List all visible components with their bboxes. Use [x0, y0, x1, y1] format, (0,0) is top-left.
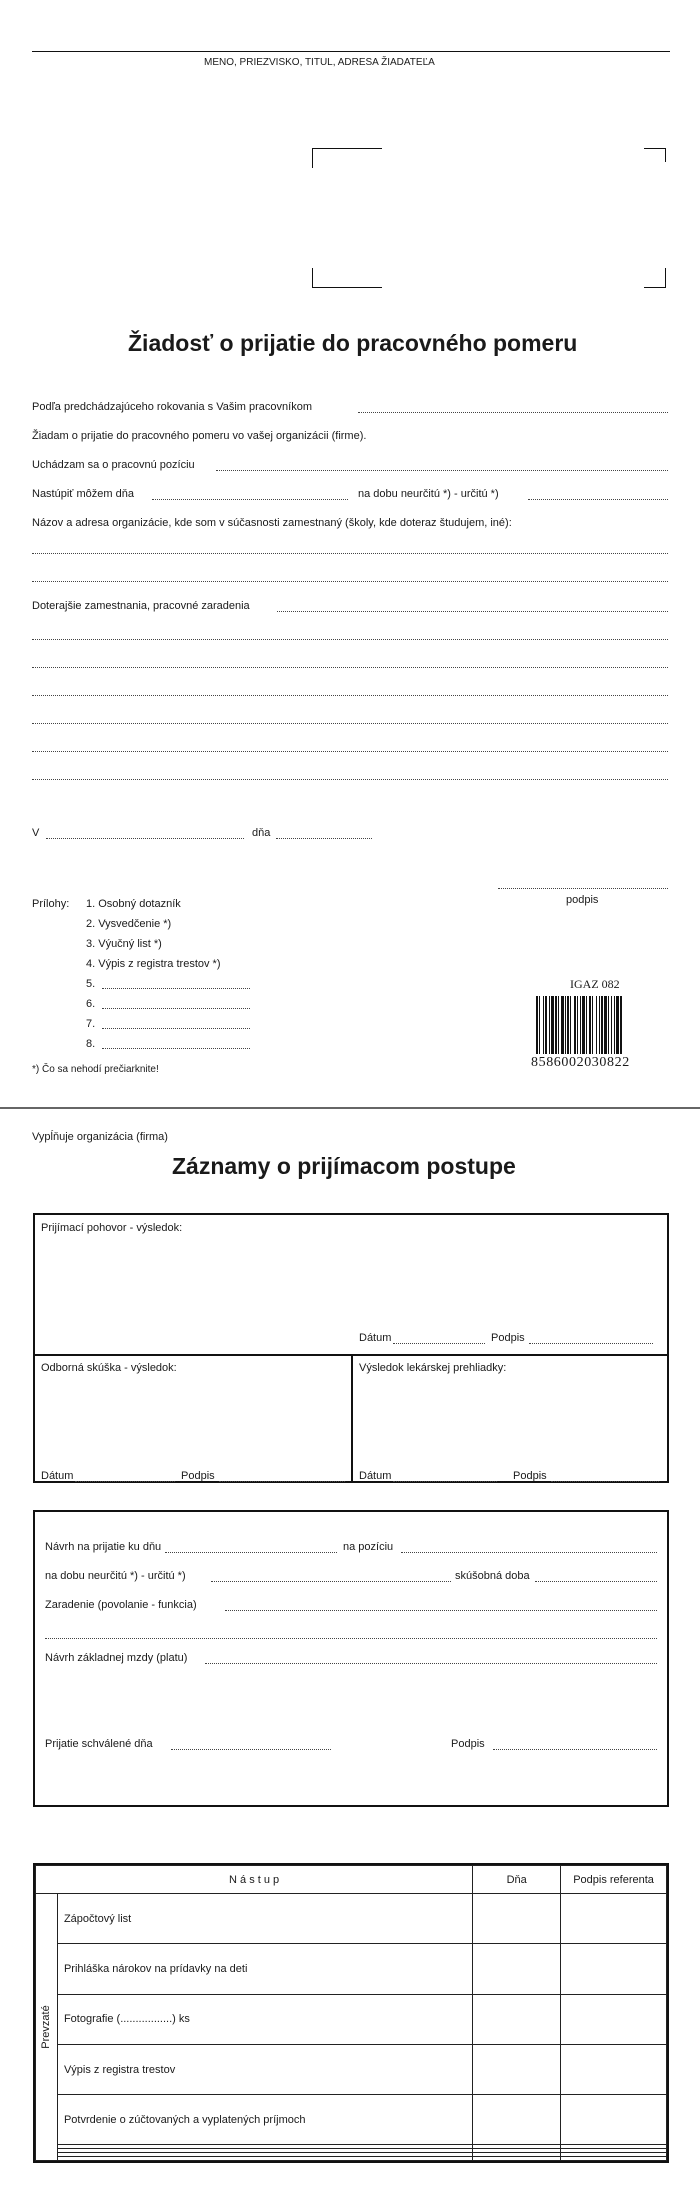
- fill-line[interactable]: [102, 1048, 250, 1049]
- barcode-bar: [561, 996, 564, 1054]
- recruitment-results-box: [33, 1213, 669, 1483]
- line-position: Uchádzam sa o pracovnú pozíciu: [32, 459, 195, 471]
- fill-line[interactable]: [102, 1008, 250, 1009]
- fill-line[interactable]: [32, 667, 668, 668]
- attachment-item: 7.: [86, 1018, 96, 1030]
- divider: [351, 1354, 353, 1481]
- table-row-signature[interactable]: [561, 1894, 667, 1944]
- date-field[interactable]: [276, 838, 372, 839]
- barcode-bar: [586, 996, 587, 1054]
- barcode-bar: [608, 996, 609, 1054]
- barcode-bar: [570, 996, 571, 1054]
- barcode-bar: [596, 996, 597, 1054]
- barcode-bar: [543, 996, 544, 1054]
- line-term: na dobu neurčitú *) - určitú *): [358, 488, 499, 500]
- attachment-item: 4. Výpis z registra trestov *): [86, 958, 221, 970]
- table-row-item: Fotografie (.................) ks: [57, 1994, 472, 2044]
- line-previous-negotiation: Podľa predchádzajúceho rokovania s Vašim pracovníkom: [32, 401, 312, 413]
- filled-by-label: Vypĺňuje organizácia (firma): [32, 1131, 168, 1143]
- date-label: Dátum: [41, 1470, 74, 1482]
- barcode-bar: [620, 996, 622, 1054]
- table-row-signature[interactable]: [561, 1994, 667, 2044]
- footnote: *) Čo sa nehodí prečiarknite!: [32, 1064, 159, 1075]
- signature-label: Podpis: [491, 1332, 525, 1344]
- applicant-line: [32, 51, 670, 52]
- medical-label: Výsledok lekárskej prehliadky:: [359, 1362, 507, 1374]
- fill-line[interactable]: [32, 553, 668, 554]
- fill-line[interactable]: [45, 1638, 657, 1639]
- signature-label: Podpis: [513, 1470, 547, 1482]
- fill-line[interactable]: [277, 611, 668, 612]
- signature-label: podpis: [566, 894, 599, 906]
- barcode-bar: [604, 996, 607, 1054]
- form-title: Žiadosť o prijatie do pracovného pomeru: [128, 330, 578, 356]
- fill-line[interactable]: [152, 499, 348, 500]
- probation-label: skúšobná doba: [455, 1570, 530, 1582]
- position-label: na pozíciu: [343, 1541, 394, 1553]
- attachments-label: Prílohy:: [32, 898, 70, 910]
- approved-signature-label: Podpis: [451, 1738, 485, 1750]
- barcode-bar: [549, 996, 550, 1054]
- barcode-bar: [536, 996, 538, 1054]
- line-start-date: Nastúpiť môžem dňa: [32, 488, 134, 500]
- barcode-bar: [614, 996, 615, 1054]
- assignment-label: Zaradenie (povolanie - funkcia): [45, 1599, 197, 1611]
- start-table: [35, 1865, 667, 2161]
- table-row-item: Výpis z registra trestov: [57, 2044, 472, 2094]
- term-label: na dobu neurčitú *) - určitú *): [45, 1570, 186, 1582]
- fill-line[interactable]: [32, 723, 668, 724]
- table-row-item[interactable]: [57, 2157, 472, 2161]
- barcode-bar: [555, 996, 557, 1054]
- fill-line[interactable]: [102, 988, 250, 989]
- place-field[interactable]: [46, 838, 244, 839]
- barcode-bar: [539, 996, 540, 1054]
- proposal-date-field[interactable]: [165, 1552, 337, 1553]
- line-request: Žiadam o prijatie do pracovného pomeru vo vašej organizácii (firme).: [32, 430, 367, 442]
- barcode-bar: [577, 996, 578, 1054]
- records-title: Záznamy o prijímacom postupe: [172, 1153, 516, 1179]
- table-row-signature[interactable]: [561, 2157, 667, 2161]
- fill-line[interactable]: [32, 695, 668, 696]
- fill-line[interactable]: [216, 470, 668, 471]
- table-row-date[interactable]: [473, 1994, 561, 2044]
- table-row-date[interactable]: [473, 2095, 561, 2145]
- interview-date-field[interactable]: [393, 1343, 485, 1344]
- line-previous-jobs: Doterajšie zamestnania, pracovné zaradenia: [32, 600, 250, 612]
- salary-field[interactable]: [205, 1663, 657, 1664]
- table-row-signature[interactable]: [561, 2044, 667, 2094]
- date-label: dňa: [252, 827, 271, 839]
- attachment-item: 8.: [86, 1038, 96, 1050]
- attachment-item: 3. Výučný list *): [86, 938, 162, 950]
- barcode-bar: [616, 996, 619, 1054]
- barcode-bar: [558, 996, 559, 1054]
- barcode-bar: [567, 996, 569, 1054]
- medical-date-field[interactable]: [393, 1481, 497, 1482]
- attachment-item: 6.: [86, 998, 96, 1010]
- attachment-item: 5.: [86, 978, 96, 990]
- position-field[interactable]: [401, 1552, 657, 1553]
- barcode-bar: [574, 996, 576, 1054]
- place-label: V: [32, 827, 40, 839]
- side-label: Prevzaté: [40, 2005, 53, 2049]
- interview-label: Prijímací pohovor - výsledok:: [41, 1222, 183, 1234]
- header-date: Dňa: [473, 1866, 561, 1894]
- probation-field[interactable]: [535, 1581, 657, 1582]
- barcode-bar: [599, 996, 600, 1054]
- approved-label: Prijatie schválené dňa: [45, 1738, 153, 1750]
- table-row-date[interactable]: [473, 2157, 561, 2161]
- exam-signature-field[interactable]: [219, 1481, 345, 1482]
- date-label: Dátum: [359, 1332, 392, 1344]
- barcode-bar: [551, 996, 554, 1054]
- salary-label: Návrh základnej mzdy (platu): [45, 1652, 188, 1664]
- attachment-item: 1. Osobný dotazník: [86, 898, 181, 910]
- page-divider: [0, 1107, 700, 1109]
- table-row-item: Zápočtový list: [57, 1894, 472, 1944]
- header-start: N á s t u p: [36, 1866, 473, 1894]
- table-row-signature[interactable]: [561, 2095, 667, 2145]
- barcode-bar: [601, 996, 603, 1054]
- signature-label: Podpis: [181, 1470, 215, 1482]
- fill-line[interactable]: [32, 581, 668, 582]
- date-label: Dátum: [359, 1470, 392, 1482]
- side-label-cell: [36, 1894, 58, 2161]
- proposal-box: [33, 1510, 669, 1807]
- exam-label: Odborná skúška - výsledok:: [41, 1362, 177, 1374]
- fill-line[interactable]: [102, 1028, 250, 1029]
- term-field[interactable]: [211, 1581, 451, 1582]
- signature-field[interactable]: [498, 888, 668, 889]
- approved-signature-field[interactable]: [493, 1749, 657, 1750]
- table-row-date[interactable]: [473, 1894, 561, 1944]
- header-referent-signature: Podpis referenta: [561, 1866, 667, 1894]
- medical-signature-field[interactable]: [551, 1481, 659, 1482]
- applicant-label: MENO, PRIEZVISKO, TITUL, ADRESA ŽIADATEĽA: [204, 57, 435, 68]
- interview-signature-field[interactable]: [529, 1343, 653, 1344]
- barcode-bar: [611, 996, 612, 1054]
- barcode-bar: [545, 996, 547, 1054]
- assignment-field[interactable]: [225, 1610, 657, 1611]
- approved-date-field[interactable]: [171, 1749, 331, 1750]
- address-window: [312, 148, 666, 288]
- fill-line[interactable]: [358, 412, 668, 413]
- barcode-bar: [592, 996, 593, 1054]
- attachment-item: 2. Vysvedčenie *): [86, 918, 172, 930]
- fill-line[interactable]: [32, 751, 668, 752]
- start-table-box: [33, 1863, 669, 2163]
- barcode-bar: [565, 996, 566, 1054]
- table-row-item: Prihláška nárokov na prídavky na deti: [57, 1944, 472, 1994]
- table-row-date[interactable]: [473, 2044, 561, 2094]
- barcode-bar: [589, 996, 591, 1054]
- fill-line[interactable]: [32, 639, 668, 640]
- table-row-signature[interactable]: [561, 1944, 667, 1994]
- barcode-bar: [582, 996, 585, 1054]
- line-current-employer: Názov a adresa organizácie, kde som v súčasnosti zamestnaný (školy, kde doteraz študujem, iné):: [32, 517, 512, 529]
- fill-line[interactable]: [528, 499, 668, 500]
- form-code: IGAZ 082: [570, 977, 620, 991]
- proposal-label: Návrh na prijatie ku dňu: [45, 1541, 162, 1553]
- exam-date-field[interactable]: [75, 1481, 175, 1482]
- barcode: [536, 996, 662, 1054]
- fill-line[interactable]: [32, 779, 668, 780]
- barcode-bar: [580, 996, 581, 1054]
- barcode-number: 8586002030822: [531, 1055, 630, 1070]
- table-row-date[interactable]: [473, 1944, 561, 1994]
- table-row-item: Potvrdenie o zúčtovaných a vyplatených príjmoch: [57, 2095, 472, 2145]
